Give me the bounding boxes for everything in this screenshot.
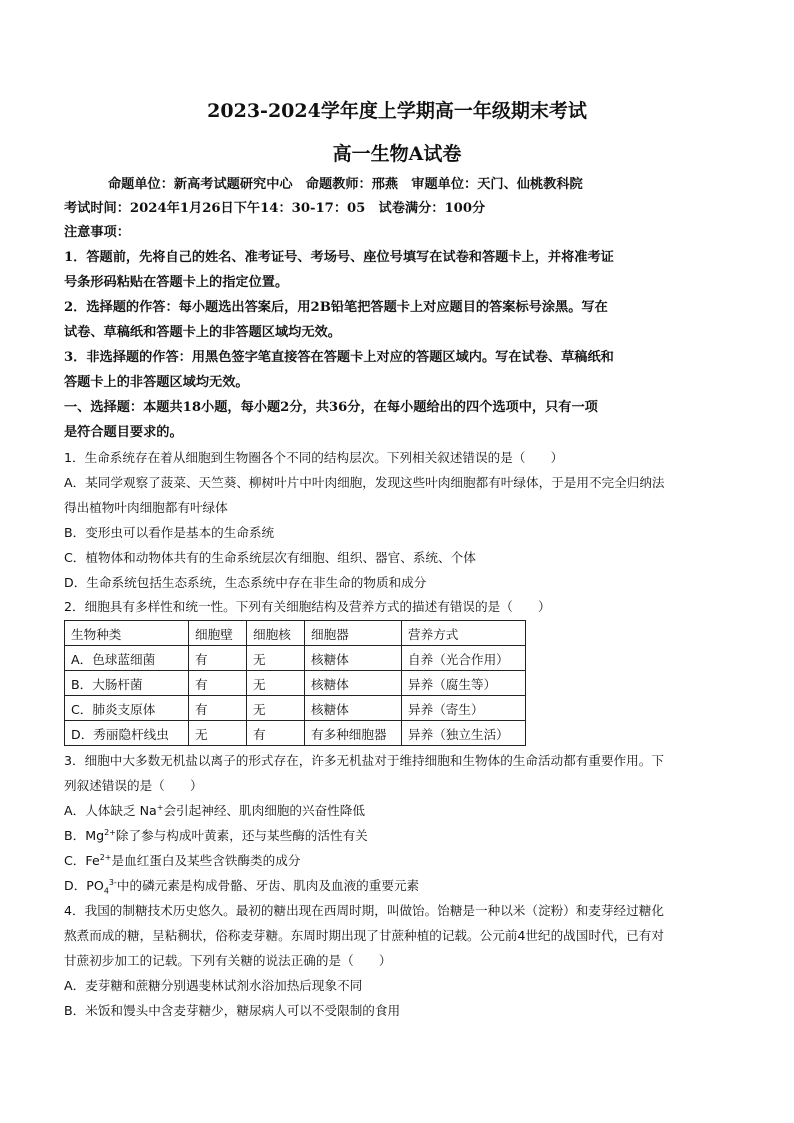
table-cell: 核糖体 xyxy=(305,671,402,696)
q3-option-d-rest: 中的磷元素是构成骨骼、牙齿、肌肉及血液的重要元素 xyxy=(116,878,420,893)
table-header-cell: 细胞核 xyxy=(247,621,305,646)
q3-option-b-text: B．Mg xyxy=(64,828,105,843)
q4-stem-line-3: 甘蔗初步加工的记载。下列有关糖的说法正确的是（ ） xyxy=(64,953,392,968)
table-cell: 核糖体 xyxy=(305,646,402,671)
q3-option-c xyxy=(64,852,300,870)
exam-subtitle: 高一生物A试卷 xyxy=(332,143,462,165)
q3-option-a-rest: 会引起神经、肌肉细胞的兴奋性降低 xyxy=(163,803,365,818)
table-cell: A．色球蓝细菌 xyxy=(65,646,189,671)
table-cell: 有 xyxy=(247,721,305,746)
note-3-line-1: 3．非选择题的作答：用黑色签字笔直接答在答题卡上对应的答题区域内。写在试卷、草稿纸和 xyxy=(64,350,614,365)
section-heading-line-1: 一、选择题：本题共18小题，每小题2分，共36分，在每小题给出的四个选项中，只有一项 xyxy=(64,400,598,415)
q1-option-b: B．变形虫可以看作是基本的生命系统 xyxy=(64,525,275,540)
q3-option-c-rest: 是血红蛋白及某些含铁酶类的成分 xyxy=(111,853,301,868)
section-heading-line-2: 是符合题目要求的。 xyxy=(64,425,183,440)
table-cell: 有 xyxy=(189,646,247,671)
q1-option-d: D．生命系统包括生态系统，生态系统中存在非生命的物质和成分 xyxy=(64,575,427,590)
q2-table xyxy=(64,620,526,746)
table-row xyxy=(65,721,526,746)
table-cell: D．秀丽隐杆线虫 xyxy=(65,721,189,746)
table-header-row xyxy=(65,621,526,646)
q3-option-b-rest: 除了参与构成叶黄素，还与某些酶的活性有关 xyxy=(115,828,368,843)
notes-heading: 注意事项： xyxy=(64,225,130,240)
table-cell: 有 xyxy=(189,696,247,721)
exam-title: 2023-2024学年度上学期高一年级期末考试 xyxy=(207,100,587,122)
table-cell: 无 xyxy=(247,671,305,696)
note-1-line-2: 号条形码粘贴在答题卡上的指定位置。 xyxy=(64,275,289,290)
table-row xyxy=(65,696,526,721)
table-header-cell: 营养方式 xyxy=(402,621,526,646)
table-cell: B．大肠杆菌 xyxy=(65,671,189,696)
q3-stem-line-1: 3．细胞中大多数无机盐以离子的形式存在，许多无机盐对于维持细胞和生物体的生命活动都有重要作用。下 xyxy=(64,753,664,768)
table-cell: 无 xyxy=(189,721,247,746)
note-2-line-2: 试卷、草稿纸和答题卡上的非答题区域均无效。 xyxy=(64,325,341,340)
q4-option-a: A．麦芽糖和蔗糖分别遇斐林试剂水浴加热后现象不同 xyxy=(64,978,363,993)
table-cell: C．肺炎支原体 xyxy=(65,696,189,721)
exam-time: 考试时间：2024年1月26日下午14：30-17：05 试卷满分：100分 xyxy=(64,201,486,216)
q3-option-b-superscript: 2+ xyxy=(104,828,116,837)
q4-stem-line-1: 4．我国的制糖技术历史悠久。最初的糖出现在西周时期，叫做饴。饴糖是一种以米（淀粉）和麦芽经过糖化 xyxy=(64,903,664,918)
q1-stem: 1．生命系统存在着从细胞到生物圈各个不同的结构层次。下列相关叙述错误的是（ ） xyxy=(64,450,564,465)
table-header-cell: 生物种类 xyxy=(65,621,189,646)
table-cell: 有多种细胞器 xyxy=(305,721,402,746)
exam-units: 命题单位：新高考试题研究中心 命题教师：邢燕 审题单位：天门、仙桃教科院 xyxy=(108,177,583,192)
table-row xyxy=(65,646,526,671)
q3-option-a-text: A．人体缺乏 Na xyxy=(64,803,157,818)
q3-option-a xyxy=(64,802,365,820)
table-cell: 异养（寄生） xyxy=(402,696,526,721)
q4-option-b: B．米饭和馒头中含麦芽糖少，糖尿病人可以不受限制的食用 xyxy=(64,1003,401,1018)
table-header-cell: 细胞器 xyxy=(305,621,402,646)
table-cell: 无 xyxy=(247,646,305,671)
table-cell: 异养（独立生活） xyxy=(402,721,526,746)
note-1-line-1: 1．答题前，先将自己的姓名、准考证号、考场号、座位号填写在试卷和答题卡上，并将准考证 xyxy=(64,250,614,265)
table-cell: 自养（光合作用） xyxy=(402,646,526,671)
table-row xyxy=(65,671,526,696)
q3-option-d-subscript: 4 xyxy=(103,886,109,896)
q1-option-c: C．植物体和动物体共有的生命系统层次有细胞、组织、器官、系统、个体 xyxy=(64,550,476,565)
q3-option-d-text: D．PO xyxy=(64,878,104,893)
q1-option-a-line-2: 得出植物叶肉细胞都有叶绿体 xyxy=(64,500,228,515)
q3-option-a-superscript: + xyxy=(156,803,164,812)
q4-stem-line-2: 熬煮而成的糖，呈粘稠状，俗称麦芽糖。东周时期出现了甘蔗种植的记载。公元前4世纪的战国时代，已有对 xyxy=(64,928,664,943)
q1-option-a-line-1: A．某同学观察了菠菜、天竺葵、柳树叶片中叶肉细胞，发现这些叶肉细胞都有叶绿体，于是用不完全归纳法 xyxy=(64,475,665,490)
q2-stem: 2．细胞具有多样性和统一性。下列有关细胞结构及营养方式的描述有错误的是（ ） xyxy=(64,599,551,614)
note-2-line-1: 2．选择题的作答：每小题选出答案后，用2B铅笔把答题卡上对应题目的答案标号涂黑。写在 xyxy=(64,300,608,315)
q3-option-c-superscript: 2+ xyxy=(99,853,112,862)
table-cell: 有 xyxy=(189,671,247,696)
q3-option-b xyxy=(64,827,368,845)
table-header-cell: 细胞壁 xyxy=(189,621,247,646)
table-cell: 无 xyxy=(247,696,305,721)
q3-option-c-text: C．Fe xyxy=(64,853,100,868)
q3-stem-line-2: 列叙述错误的是（ ） xyxy=(64,778,203,793)
q3-option-d xyxy=(64,877,419,901)
table-cell: 核糖体 xyxy=(305,696,402,721)
note-3-line-2: 答题卡上的非答题区域均无效。 xyxy=(64,375,249,390)
q3-option-d-superscript: 3- xyxy=(108,878,117,887)
table-cell: 异养（腐生等） xyxy=(402,671,526,696)
